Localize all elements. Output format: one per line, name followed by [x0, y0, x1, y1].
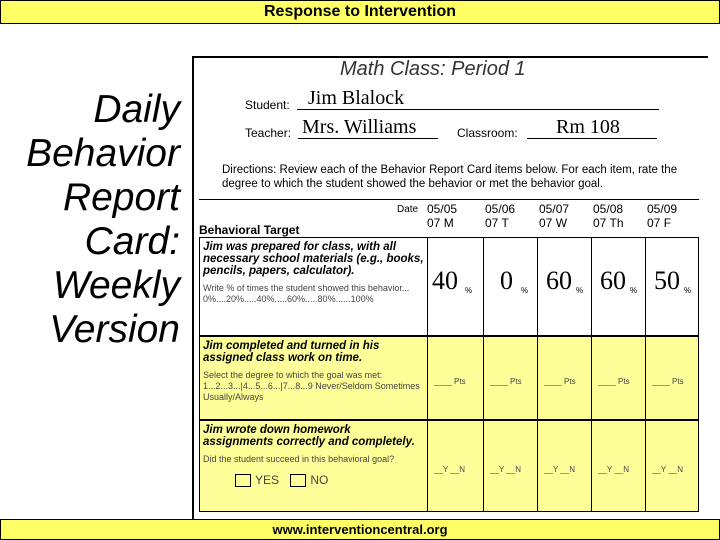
- classroom-name: Rm 108: [556, 116, 620, 138]
- yes-no-cell[interactable]: [484, 421, 538, 511]
- date-month: 05: [539, 202, 553, 216]
- rating-value: 0: [500, 266, 513, 295]
- points-cell[interactable]: [646, 337, 698, 419]
- yes-label: YES: [255, 473, 280, 487]
- yes-no-cell[interactable]: [538, 421, 592, 511]
- percent-symbol: %: [465, 286, 473, 295]
- date-month: 05: [593, 202, 607, 216]
- yes-no-cell[interactable]: [646, 421, 698, 511]
- points-cell[interactable]: [484, 337, 538, 419]
- student-label: Student:: [245, 98, 290, 112]
- rating-cell[interactable]: [592, 238, 646, 335]
- directions-text: Directions: Review each of the Behavior Report Card items below. For each item, rate the degree to which the student showed the behavior or met the behavior goal.: [222, 164, 678, 190]
- behavioral-target-label: Behavioral Target: [199, 223, 300, 237]
- rating-value: 50: [654, 266, 680, 295]
- date-year: 07: [647, 216, 661, 230]
- rating-cell[interactable]: [484, 238, 538, 335]
- date-day: 09: [663, 202, 678, 216]
- side-title-line: Daily: [93, 88, 180, 131]
- date-day: 08: [609, 202, 624, 216]
- behavior-row-homework: [199, 420, 699, 512]
- points-blank: ____ Pts: [490, 377, 522, 386]
- yes-no-blank: __Y __N: [434, 465, 465, 474]
- side-title-line: Weekly: [52, 264, 180, 307]
- student-name: Jim Blalock: [308, 87, 405, 109]
- date-year: 07: [593, 216, 607, 230]
- card-title: Math Class: Period 1: [340, 58, 526, 80]
- points-cell[interactable]: [538, 337, 592, 419]
- date-day: 07: [555, 202, 570, 216]
- rating-cell[interactable]: [428, 238, 484, 335]
- points-blank: ____ Pts: [652, 377, 684, 386]
- date-month: 05: [647, 202, 661, 216]
- percent-symbol: %: [684, 286, 692, 295]
- points-cell[interactable]: [428, 337, 484, 419]
- classroom-label: Classroom:: [457, 126, 518, 140]
- behavior-title: Jim wrote down homework assignments correctly and completely.: [203, 424, 415, 448]
- side-title: [0, 88, 180, 352]
- points-blank: ____ Pts: [544, 377, 576, 386]
- behavior-instructions: Write % of times the student showed this behavior... 0%....20%.....40%.....60%.....80%......100%: [203, 283, 410, 304]
- date-day-1: 05/05 07 M: [427, 202, 458, 230]
- behavior-target-cell: [200, 238, 428, 335]
- top-banner: Response to Intervention: [0, 0, 720, 24]
- yes-no-blank: __Y __N: [598, 465, 629, 474]
- side-title-line: Version: [49, 308, 180, 351]
- date-day-2: 05/06 07 T: [485, 202, 516, 230]
- date-year: 07: [539, 216, 553, 230]
- rating-value: 60: [600, 266, 626, 295]
- yes-no-blank: __Y __N: [652, 465, 683, 474]
- yes-no-cell[interactable]: [428, 421, 484, 511]
- weekday: F: [663, 216, 672, 230]
- date-year: 07: [427, 216, 441, 230]
- date-month: 05: [427, 202, 441, 216]
- date-day: 06: [501, 202, 516, 216]
- rating-value: 40: [432, 266, 458, 295]
- behavior-title: Jim completed and turned in his assigned class work on time.: [203, 340, 380, 364]
- side-title-line: Card:: [84, 220, 180, 263]
- teacher-label: Teacher:: [245, 126, 292, 140]
- behavior-target-cell: [200, 421, 428, 511]
- date-day-3: 05/07 07 W: [539, 202, 570, 230]
- date-month: 05: [485, 202, 499, 216]
- weekday: T: [501, 216, 509, 230]
- behavior-row-classwork: [199, 336, 699, 420]
- behavior-title: Jim was prepared for class, with all necessary school materials (e.g., books, pencils, papers, calculator).: [203, 241, 424, 277]
- points-blank: ____ Pts: [434, 377, 466, 386]
- date-day-5: 05/09 07 F: [647, 202, 678, 230]
- weekday: Th: [609, 216, 624, 230]
- weekday: M: [443, 216, 454, 230]
- side-title-line: Behavior: [26, 132, 180, 175]
- yes-no-blank: __Y __N: [490, 465, 521, 474]
- bottom-banner: www.interventioncentral.org: [0, 519, 720, 540]
- behavior-instructions: Select the degree to which the goal was met: 1...2...3...|4...5...6...|7...8...9 Never/Seldom Sometimes Usually/Always: [203, 370, 420, 402]
- side-title-line: Report: [62, 176, 180, 219]
- behavior-target-cell: [200, 337, 428, 419]
- date-year: 07: [485, 216, 499, 230]
- rating-cell[interactable]: [538, 238, 592, 335]
- points-cell[interactable]: [592, 337, 646, 419]
- date-day: 05: [443, 202, 458, 216]
- date-label: Date: [397, 204, 419, 215]
- yes-no-checkboxes: [235, 473, 424, 487]
- no-label: NO: [310, 473, 329, 487]
- rating-cell[interactable]: [646, 238, 698, 335]
- percent-symbol: %: [630, 286, 638, 295]
- yes-checkbox[interactable]: [235, 474, 251, 487]
- rating-value: 60: [546, 266, 572, 295]
- teacher-name: Mrs. Williams: [302, 116, 417, 138]
- behavior-instructions: Did the student succeed in this behavioral goal?: [203, 454, 395, 464]
- yes-no-blank: __Y __N: [544, 465, 575, 474]
- yes-no-cell[interactable]: [592, 421, 646, 511]
- no-checkbox[interactable]: [290, 474, 306, 487]
- grid-header: [199, 199, 699, 237]
- percent-symbol: %: [521, 286, 529, 295]
- points-blank: ____ Pts: [598, 377, 630, 386]
- weekday: W: [555, 216, 568, 230]
- percent-symbol: %: [576, 286, 584, 295]
- date-day-4: 05/08 07 Th: [593, 202, 624, 230]
- behavior-row-prepared: [199, 237, 699, 336]
